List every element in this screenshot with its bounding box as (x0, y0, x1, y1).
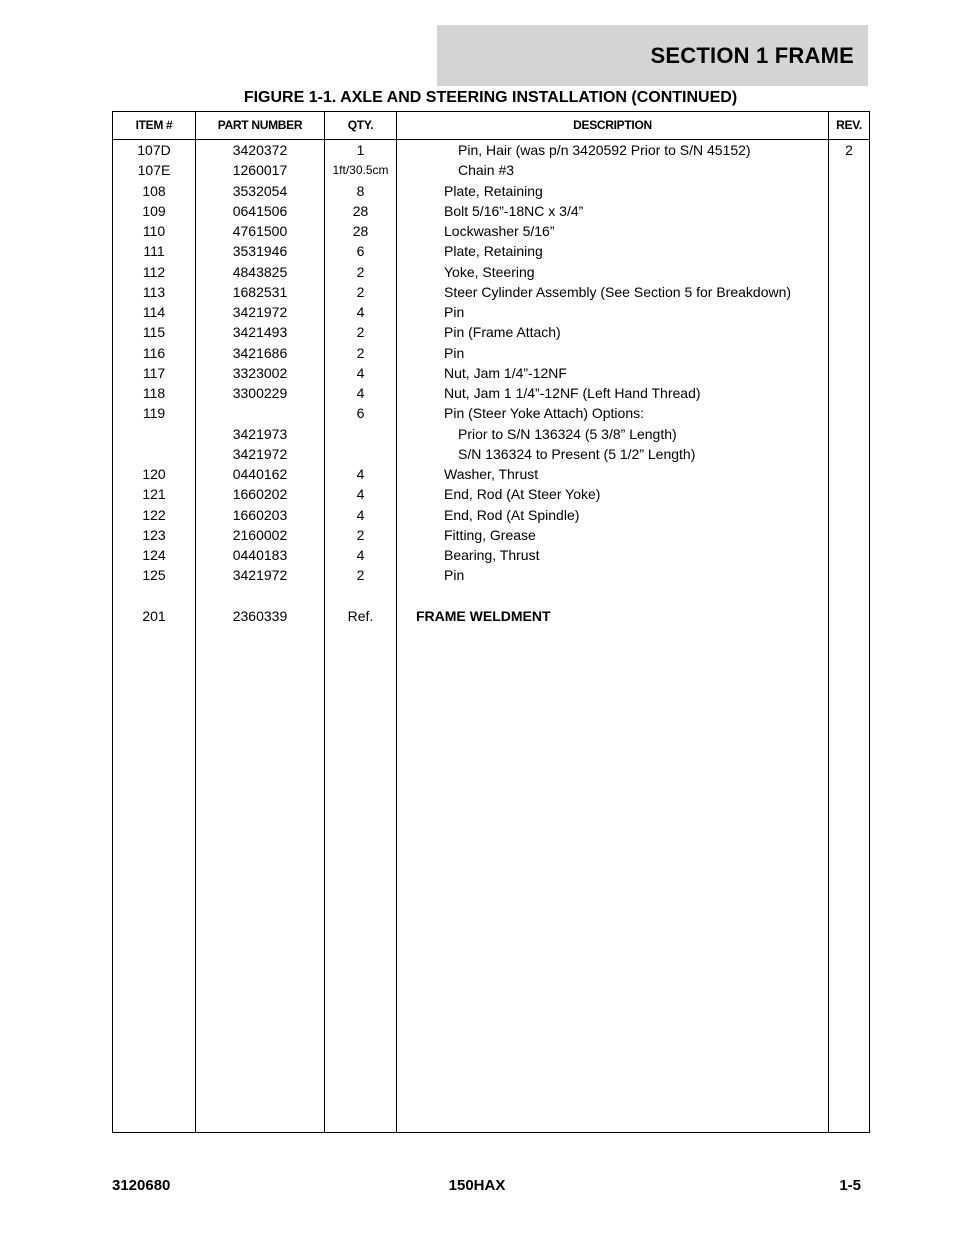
table-row (113, 444, 869, 464)
item-cell: 111 (143, 243, 165, 260)
item-cell (113, 424, 195, 444)
section-header-box (437, 25, 868, 86)
table-row (113, 484, 869, 504)
rev-cell (829, 545, 869, 565)
part-number-cell: 3323002 (232, 364, 288, 381)
qty-cell: 1 (356, 142, 365, 158)
item-cell: 109 (142, 202, 166, 219)
qty-cell: 2 (356, 283, 365, 300)
item-cell: 113 (142, 283, 166, 300)
rev-cell (829, 606, 869, 626)
table-row (113, 464, 869, 484)
qty-cell: 4 (356, 385, 365, 401)
part-number-cell: 3421493 (232, 324, 288, 341)
part-number-cell: 3300229 (232, 385, 288, 401)
table-row (113, 565, 869, 585)
part-number-cell: 3421973 (232, 425, 288, 442)
qty-cell: 4 (356, 506, 365, 523)
rev-cell: 2 (845, 142, 853, 158)
item-cell: 119 (142, 405, 166, 422)
item-cell: 122 (142, 506, 166, 523)
description-cell: Pin (Frame Attach) (444, 324, 561, 341)
description-cell: End, Rod (At Spindle) (444, 506, 580, 523)
description-cell: Plate, Retaining (444, 243, 543, 260)
part-number-cell: 3531946 (232, 243, 288, 260)
header-item: ITEM # (135, 118, 173, 132)
qty-cell (325, 586, 396, 606)
item-cell (113, 586, 195, 606)
item-cell: 116 (142, 344, 166, 361)
description-cell: Plate, Retaining (444, 182, 543, 199)
description-cell: Nut, Jam 1/4”-12NF (444, 364, 567, 381)
qty-cell: 4 (356, 486, 365, 503)
description-cell: Bolt 5/16”-18NC x 3/4” (444, 202, 584, 219)
qty-cell: 2 (356, 567, 365, 584)
item-cell: 112 (142, 263, 166, 280)
table-row (113, 586, 869, 606)
item-cell: 108 (142, 182, 166, 199)
rev-cell (829, 241, 869, 261)
description-cell (397, 586, 875, 606)
description-cell: Lockwasher 5/16” (444, 223, 555, 239)
item-cell: 107E (137, 162, 171, 179)
table-row (113, 140, 869, 160)
part-number-cell: 0641506 (232, 202, 288, 219)
table-row (113, 241, 869, 261)
table-row (113, 403, 869, 423)
item-cell: 118 (142, 385, 166, 401)
rev-cell (829, 343, 869, 363)
qty-cell: Ref. (347, 607, 374, 624)
item-cell: 107D (137, 142, 171, 158)
table-row (113, 343, 869, 363)
part-number-cell: 3532054 (232, 182, 288, 199)
rev-cell (829, 262, 869, 282)
figure-title: FIGURE 1-1. AXLE AND STEERING INSTALLATION (CONTINUED) (243, 89, 738, 106)
qty-cell: 1ft/30.5cm (332, 163, 389, 178)
rev-cell (829, 444, 869, 464)
header-description: DESCRIPTION (573, 118, 652, 132)
item-cell: 201 (142, 607, 166, 624)
description-cell: Pin (444, 304, 465, 320)
part-number-cell: 2360339 (232, 607, 288, 624)
rev-cell (829, 160, 869, 180)
qty-cell: 28 (352, 223, 369, 239)
item-cell: 117 (142, 364, 166, 381)
description-cell: Fitting, Grease (444, 526, 536, 543)
qty-cell: 4 (356, 466, 365, 482)
qty-cell (325, 444, 396, 464)
table-row (113, 363, 869, 383)
rev-cell (829, 302, 869, 322)
qty-cell: 28 (352, 202, 369, 219)
table-row (113, 606, 869, 626)
rev-cell (829, 565, 869, 585)
item-cell: 125 (142, 567, 166, 584)
part-number-cell: 4843825 (232, 263, 288, 280)
header-rev: REV. (836, 118, 862, 132)
rev-cell (829, 181, 869, 201)
part-number-cell: 3421972 (232, 304, 288, 320)
description-cell: Yoke, Steering (444, 263, 535, 280)
section-title: SECTION 1 FRAME (650, 42, 854, 68)
item-cell: 124 (142, 547, 166, 563)
table-row (113, 160, 869, 180)
description-cell: Prior to S/N 136324 (5 3/8” Length) (458, 425, 677, 442)
rev-cell (829, 505, 869, 525)
part-number-cell (196, 403, 324, 423)
description-cell: Pin (Steer Yoke Attach) Options: (444, 405, 645, 422)
table-row (113, 505, 869, 525)
item-cell: 123 (142, 526, 166, 543)
qty-cell: 2 (356, 324, 365, 341)
part-number-cell: 3421972 (232, 567, 288, 584)
table-row (113, 262, 869, 282)
part-number-cell: 2160002 (232, 526, 288, 543)
description-cell: FRAME WELDMENT (416, 607, 551, 624)
description-cell: Pin (444, 567, 465, 584)
item-cell (113, 444, 195, 464)
part-number-cell: 1660202 (232, 486, 288, 503)
part-number-cell: 3420372 (232, 142, 288, 158)
qty-cell: 4 (356, 364, 365, 381)
qty-cell: 4 (356, 304, 365, 320)
table-row (113, 525, 869, 545)
table-row (113, 424, 869, 444)
table-row (113, 282, 869, 302)
header-qty: QTY. (347, 118, 374, 132)
part-number-cell: 3421686 (232, 344, 288, 361)
qty-cell (325, 424, 396, 444)
table-row (113, 302, 869, 322)
qty-cell: 2 (356, 344, 365, 361)
item-cell: 115 (142, 324, 166, 341)
description-cell: Bearing, Thrust (444, 547, 540, 563)
rev-cell (829, 464, 869, 484)
qty-cell: 2 (356, 263, 365, 280)
item-cell: 110 (142, 223, 166, 239)
item-cell: 120 (142, 466, 166, 482)
part-number-cell: 1660203 (232, 506, 288, 523)
qty-cell: 2 (356, 526, 365, 543)
description-cell: Steer Cylinder Assembly (See Section 5 for Breakdown) (444, 283, 792, 300)
description-cell: Nut, Jam 1 1/4”-12NF (Left Hand Thread) (444, 385, 701, 401)
table-row (113, 201, 869, 221)
rev-cell (829, 586, 869, 606)
part-number-cell: 1260017 (232, 162, 288, 179)
rev-cell (829, 525, 869, 545)
table-row (113, 383, 869, 403)
description-cell: Pin, Hair (was p/n 3420592 Prior to S/N 45152) (458, 142, 751, 158)
rev-cell (829, 322, 869, 342)
table-body (113, 140, 869, 626)
rev-cell (829, 282, 869, 302)
rev-cell (829, 484, 869, 504)
rev-cell (829, 424, 869, 444)
footer-document-number: 3120680 (112, 1177, 171, 1194)
rev-cell (829, 403, 869, 423)
table-row (113, 322, 869, 342)
header-part-number: PART NUMBER (217, 118, 303, 132)
part-number-cell: 1682531 (232, 283, 288, 300)
qty-cell: 8 (356, 182, 365, 199)
part-number-cell: 3421972 (232, 445, 288, 462)
qty-cell: 6 (356, 243, 365, 260)
qty-cell: 4 (356, 547, 365, 563)
footer-model: 150HAX (448, 1177, 506, 1194)
table-row (113, 221, 869, 241)
description-cell: Chain #3 (458, 162, 515, 179)
part-number-cell: 4761500 (232, 223, 288, 239)
table-row (113, 181, 869, 201)
part-number-cell (196, 586, 324, 606)
part-number-cell: 0440183 (232, 547, 288, 563)
description-cell: End, Rod (At Steer Yoke) (444, 486, 601, 503)
rev-cell (829, 221, 869, 241)
part-number-cell: 0440162 (232, 466, 288, 482)
table-row (113, 545, 869, 565)
footer-page-number: 1-5 (839, 1177, 861, 1194)
qty-cell: 6 (356, 405, 365, 422)
rev-cell (829, 201, 869, 221)
rev-cell (829, 363, 869, 383)
description-cell: Pin (444, 344, 465, 361)
description-cell: Washer, Thrust (444, 466, 539, 482)
item-cell: 121 (142, 486, 166, 503)
parts-table (112, 111, 870, 1133)
item-cell: 114 (142, 304, 166, 320)
description-cell: S/N 136324 to Present (5 1/2” Length) (458, 445, 696, 462)
rev-cell (829, 383, 869, 403)
